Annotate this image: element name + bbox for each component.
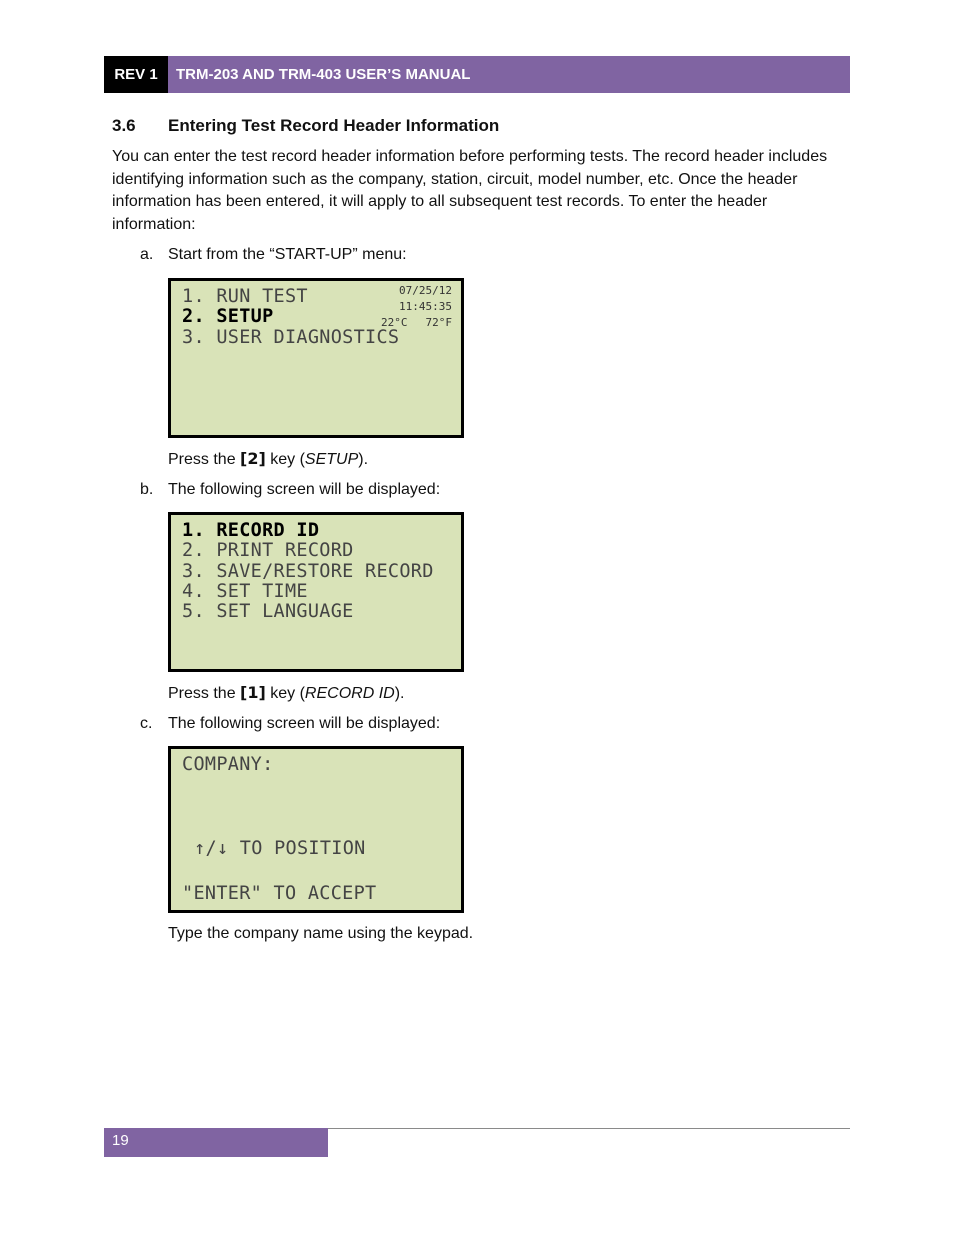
- lcd-enter-accept: "ENTER" TO ACCEPT: [182, 883, 377, 904]
- lcd-temp-c: 22°C: [381, 316, 408, 329]
- step-c-note: Type the company name using the keypad.: [168, 925, 474, 942]
- lcd-position-hint: ↑/↓ TO POSITION: [194, 838, 366, 859]
- page-number: 19: [112, 1132, 129, 1149]
- lcd-line-setup: 2. SETUP: [182, 306, 274, 327]
- lcd-temp-f: 72°F: [425, 316, 452, 329]
- step-b-letter: b.: [140, 481, 154, 498]
- header-manual-title: TRM-203 AND TRM-403 USER’S MANUAL: [168, 56, 850, 93]
- lcd-line-run-test: 1. RUN TEST: [182, 286, 308, 307]
- press-text: Press the: [168, 685, 241, 702]
- step-b-instruction: [168, 683, 404, 703]
- footer-rule: [328, 1128, 850, 1129]
- lcd-line-print-record: 2. PRINT RECORD: [182, 540, 354, 561]
- footer-bar: [104, 1128, 328, 1157]
- key-label: [2]: [240, 449, 266, 468]
- lcd-company-prompt: COMPANY:: [182, 754, 274, 775]
- press-text: ).: [358, 451, 369, 468]
- press-text: key (: [265, 451, 305, 468]
- step-c-text: The following screen will be displayed:: [168, 715, 441, 732]
- lcd-time: 11:45:35: [399, 300, 452, 313]
- lcd-line-record-id: 1. RECORD ID: [182, 520, 320, 541]
- key-label: [1]: [240, 683, 266, 702]
- lcd-line-set-time: 4. SET TIME: [182, 581, 308, 602]
- key-name: RECORD ID: [304, 685, 395, 702]
- section-number: 3.6: [112, 116, 136, 135]
- press-text: ).: [394, 685, 405, 702]
- lcd-line-set-language: 5. SET LANGUAGE: [182, 601, 354, 622]
- press-text: Press the: [168, 451, 241, 468]
- lcd-line-user-diagnostics: 3. USER DIAGNOSTICS: [182, 327, 400, 348]
- press-text: key (: [265, 685, 305, 702]
- step-c-letter: c.: [140, 715, 153, 732]
- step-a-instruction: [168, 449, 368, 469]
- key-name: SETUP: [304, 451, 359, 468]
- lcd-line-save-restore: 3. SAVE/RESTORE RECORD: [182, 561, 434, 582]
- step-b-text: The following screen will be displayed:: [168, 481, 441, 498]
- step-a-letter: a.: [140, 246, 154, 263]
- step-a-text: Start from the “START-UP” menu:: [168, 246, 407, 263]
- intro-paragraph: You can enter the test record header information before performing tests. The record header includes identifying information such as the company, station, circuit, model number, etc. Once the header information has been entered, it will apply to all subsequent test records. To enter the header information:: [112, 148, 828, 234]
- lcd-date: 07/25/12: [399, 284, 452, 297]
- header-rev-label: REV 1: [104, 56, 168, 93]
- lcd-setup-screen: [168, 512, 464, 672]
- section-title: Entering Test Record Header Information: [168, 116, 500, 135]
- lcd-company-screen: [168, 746, 464, 913]
- lcd-startup-screen: [168, 278, 464, 438]
